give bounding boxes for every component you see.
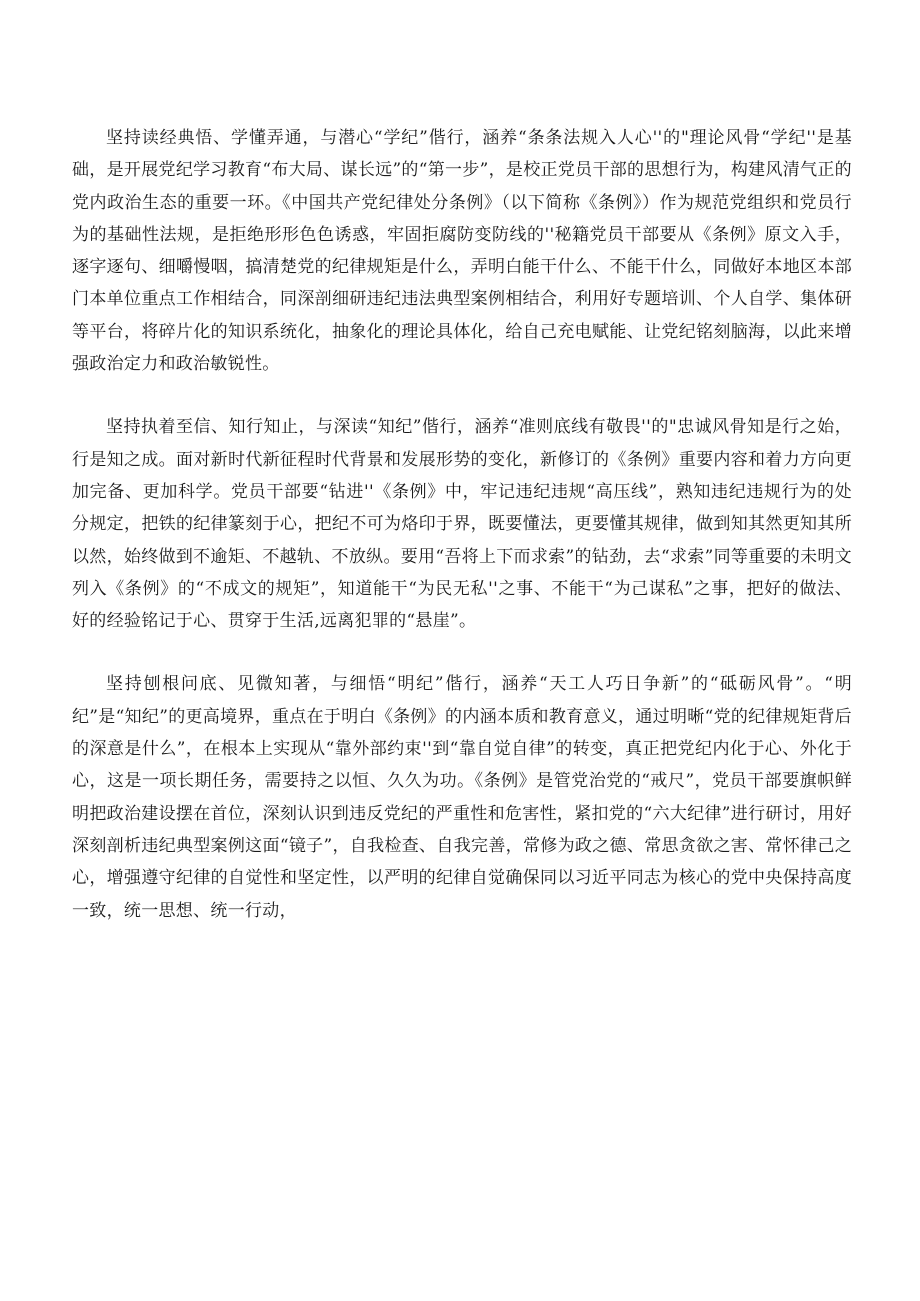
paragraph-study-discipline: 坚持读经典悟、学懂弄通，与潜心“学纪”偕行，涵养“条条法规入人心''的"理论风骨“学纪''是基础，是开展党纪学习教育“布大局、谋长远”的“第一步”，是校正党员干部的思想行为，构建风清气正的党内政治生态的重要一环。《中国共产党纪律处分条例》（以下简称《条例》）作为规范党组织和党员行为的基础性法规，是拒绝形形色色诱惑，牢固拒腐防变防线的''秘籍党员干部要从《条例》原文入手，逐字逐句、细嚼慢咽，搞清楚党的纪律规矩是什么，弄明白能干什么、不能干什么，同做好本地区本部门本单位重点工作相结合，同深剖细研违纪违法典型案例相结合，利用好专题培训、个人自学、集体研等平台，将碎片化的知识系统化，抽象化的理论具体化，给自己充电赋能、让党纪铭刻脑海，以此来增强政治定力和政治敏锐性。: [72, 128, 852, 375]
document-body: [72, 122, 852, 927]
paragraph-understand-discipline: 坚持刨根问底、见微知著，与细悟“明纪”偕行，涵养“天工人巧日争新”的“砥砺风骨”。“明纪”是“知纪”的更高境界，重点在于明白《条例》的内涵本质和教育意义，通过明晰“党的纪律规矩背后的深意是什么”，在根本上实现从“靠外部约束''到“靠自觉自律”的转变，真正把党纪内化于心、外化于心，这是一项长期任务，需要持之以恒、久久为功。《条例》是管党治党的“戒尺”，党员干部要旗帜鲜明把政治建设摆在首位，深刻认识到违反党纪的严重性和危害性，紧扣党的“六大纪律”进行研讨，用好深刻剖析违纪典型案例这面“镜子”，自我检查、自我完善，常修为政之德、常思贪欲之害、常怀律己之心，增强遵守纪律的自觉性和坚定性，以严明的纪律自觉确保同以习近平同志为核心的党中央保持高度一致，统一思想、统一行动，: [72, 674, 852, 921]
paragraph-know-discipline: 坚持执着至信、知行知止，与深读“知纪”偕行，涵养“准则底线有敬畏''的"忠诚风骨知是行之始，行是知之成。面对新时代新征程时代背景和发展形势的变化，新修订的《条例》重要内容和着力方向更加完备、更加科学。党员干部要“钻进''《条例》中，牢记违纪违规“高压线”，熟知违纪违规行为的处分规定，把铁的纪律篆刻于心，把纪不可为烙印于界，既要懂法，更要懂其规律，做到知其然更知其所以然，始终做到不逾矩、不越轨、不放纵。要用“吾将上下而求索”的钻劲，去“求索”同等重要的未明文列入《条例》的“不成文的规矩”，知道能干“为民无私''之事、不能干“为己谋私”之事，把好的做法、好的经验铭记于心、贯穿于生活,远离犯罪的“悬崖”。: [72, 417, 852, 632]
